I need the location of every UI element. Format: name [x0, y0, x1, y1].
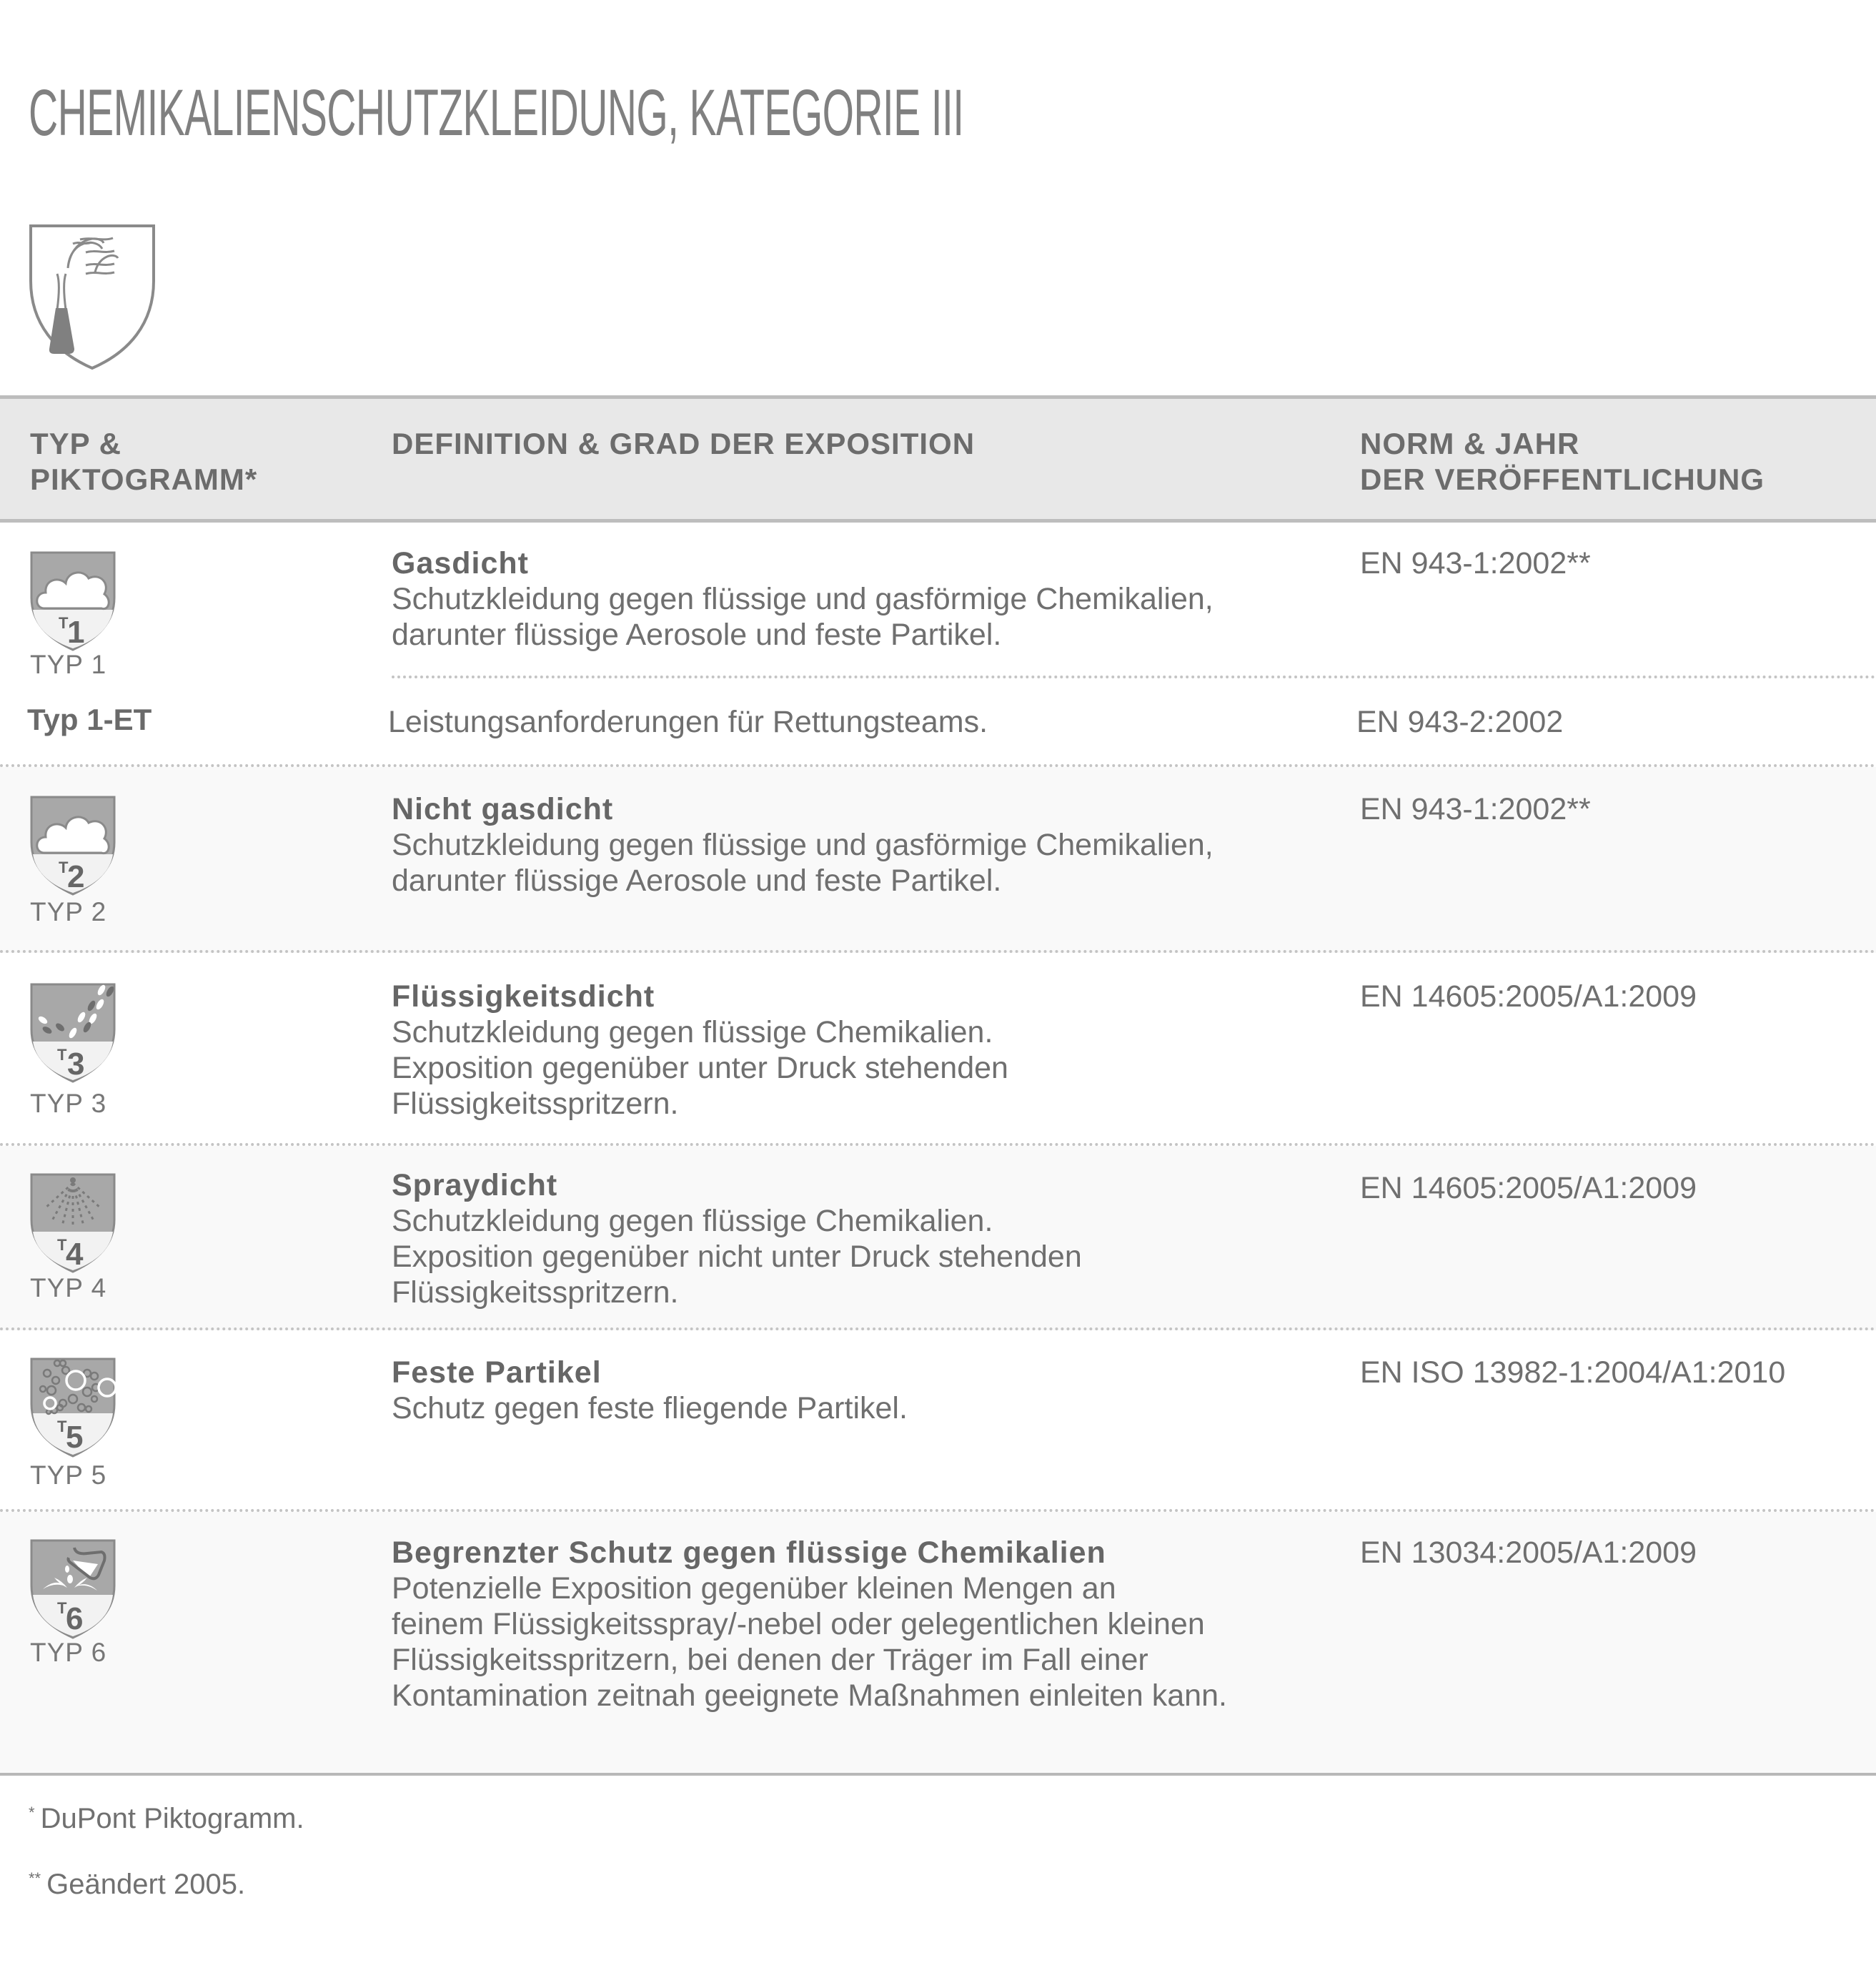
footnote-mark: ** — [29, 1869, 41, 1887]
definition-line: Schutzkleidung gegen flüssige und gasförmige Chemikalien, — [392, 582, 1214, 616]
header-norm — [1360, 426, 1765, 498]
typ-label: TYP 3 — [30, 1089, 107, 1118]
definition-heading: Begrenzter Schutz gegen flüssige Chemikalien — [392, 1535, 1106, 1570]
definition-line: Flüssigkeitsspritzern. — [392, 1275, 679, 1310]
type-5-particles-icon — [30, 1358, 116, 1458]
norm: EN 14605:2005/A1:2009 — [1360, 1171, 1697, 1205]
definition-line: Schutzkleidung gegen flüssige Chemikalien. — [392, 1204, 993, 1238]
type-2-gas-cloud-icon — [30, 796, 116, 896]
definition-heading: Flüssigkeitsdicht — [392, 979, 655, 1014]
typ-label: TYP 1 — [30, 650, 107, 679]
typ-label: Typ 1-ET — [27, 703, 152, 736]
svg-text:5: 5 — [66, 1420, 84, 1455]
type-1-gas-cloud-icon — [30, 551, 116, 651]
svg-text:6: 6 — [66, 1601, 84, 1636]
header-norm-line-1: NORM & JAHR — [1360, 427, 1580, 460]
definition-line: darunter flüssige Aerosole und feste Partikel. — [392, 618, 1002, 652]
definition — [392, 1167, 1082, 1310]
footnote-mark: * — [29, 1803, 35, 1821]
norm: EN 943-1:2002** — [1360, 546, 1591, 580]
norm: EN 943-1:2002** — [1360, 792, 1591, 826]
typ-label: TYP 5 — [30, 1460, 107, 1490]
definition-line: Schutz gegen feste fliegende Partikel. — [392, 1391, 908, 1425]
norm: EN ISO 13982-1:2004/A1:2010 — [1360, 1355, 1786, 1390]
footnote-text: Geändert 2005. — [46, 1869, 246, 1900]
definition-heading: Nicht gasdicht — [392, 792, 614, 826]
footnote-text: DuPont Piktogramm. — [40, 1803, 304, 1834]
definition — [392, 1355, 908, 1426]
svg-text:1: 1 — [67, 615, 85, 650]
table-row — [0, 1146, 1876, 1330]
definition-heading: Gasdicht — [392, 546, 529, 580]
type-3-liquid-jet-icon — [30, 983, 116, 1083]
definition-line: Kontamination zeitnah geeignete Maßnahmen einleiten kann. — [392, 1678, 1227, 1713]
footnote — [29, 1869, 245, 1901]
header-typ — [30, 426, 257, 498]
svg-text:T: T — [59, 614, 69, 632]
table-row — [0, 767, 1876, 953]
svg-text:4: 4 — [66, 1237, 84, 1272]
header-typ-line-1: TYP & — [30, 427, 121, 460]
table-row — [0, 523, 1876, 678]
typ-label: TYP 6 — [30, 1638, 107, 1667]
definition — [392, 979, 1008, 1122]
definition-line: feinem Flüssigkeitsspray/-nebel oder gelegentlichen kleinen — [392, 1607, 1205, 1641]
definition-line: Exposition gegenüber unter Druck stehenden — [392, 1051, 1008, 1085]
definition-line: darunter flüssige Aerosole und feste Partikel. — [392, 864, 1002, 898]
norm: EN 943-2:2002 — [1356, 705, 1564, 739]
svg-text:T: T — [57, 1418, 67, 1435]
header-typ-line-2: PIKTOGRAMM* — [30, 463, 258, 496]
definition — [392, 791, 1214, 899]
svg-text:T: T — [57, 1046, 67, 1064]
definition-line: Flüssigkeitsspritzern. — [392, 1087, 679, 1121]
header-norm-line-2: DER VERÖFFENTLICHUNG — [1360, 463, 1765, 496]
svg-text:3: 3 — [67, 1047, 85, 1082]
typ-label: TYP 2 — [30, 897, 107, 926]
typ-label: TYP 4 — [30, 1273, 107, 1302]
table-row — [0, 678, 1876, 767]
table-row — [0, 1512, 1876, 1776]
header-definition: DEFINITION & GRAD DER EXPOSITION — [392, 427, 976, 460]
definition-heading: Spraydicht — [392, 1168, 558, 1202]
definition-line: Schutzkleidung gegen flüssige und gasförmige Chemikalien, — [392, 828, 1214, 862]
definition-line: Flüssigkeitsspritzern, bei denen der Träger im Fall einer — [392, 1643, 1148, 1677]
type-6-splash-icon — [30, 1539, 116, 1639]
footnote — [29, 1803, 304, 1835]
definition-line: Exposition gegenüber nicht unter Druck stehenden — [392, 1240, 1082, 1274]
table-row — [0, 953, 1876, 1146]
svg-text:T: T — [59, 859, 69, 876]
svg-text:2: 2 — [67, 859, 85, 894]
definition-line: Potenzielle Exposition gegenüber kleinen Mengen an — [392, 1571, 1116, 1606]
norm: EN 13034:2005/A1:2009 — [1360, 1535, 1697, 1570]
table-row — [0, 1330, 1876, 1512]
chemical-flask-shield-icon — [29, 224, 156, 370]
svg-text:T: T — [57, 1236, 67, 1254]
definition-line: Schutzkleidung gegen flüssige Chemikalien. — [392, 1015, 993, 1049]
svg-text:T: T — [57, 1599, 67, 1617]
protection-types-table — [0, 395, 1876, 1776]
page-title: CHEMIKALIENSCHUTZKLEIDUNG, KATEGORIE III — [29, 76, 964, 149]
definition — [388, 704, 988, 740]
norm: EN 14605:2005/A1:2009 — [1360, 979, 1697, 1014]
type-4-spray-icon — [30, 1173, 116, 1273]
definition — [392, 1535, 1227, 1713]
definition — [392, 545, 1214, 653]
definition-line: Leistungsanforderungen für Rettungsteams. — [388, 705, 988, 739]
definition-heading: Feste Partikel — [392, 1355, 602, 1390]
table-header — [0, 395, 1876, 523]
